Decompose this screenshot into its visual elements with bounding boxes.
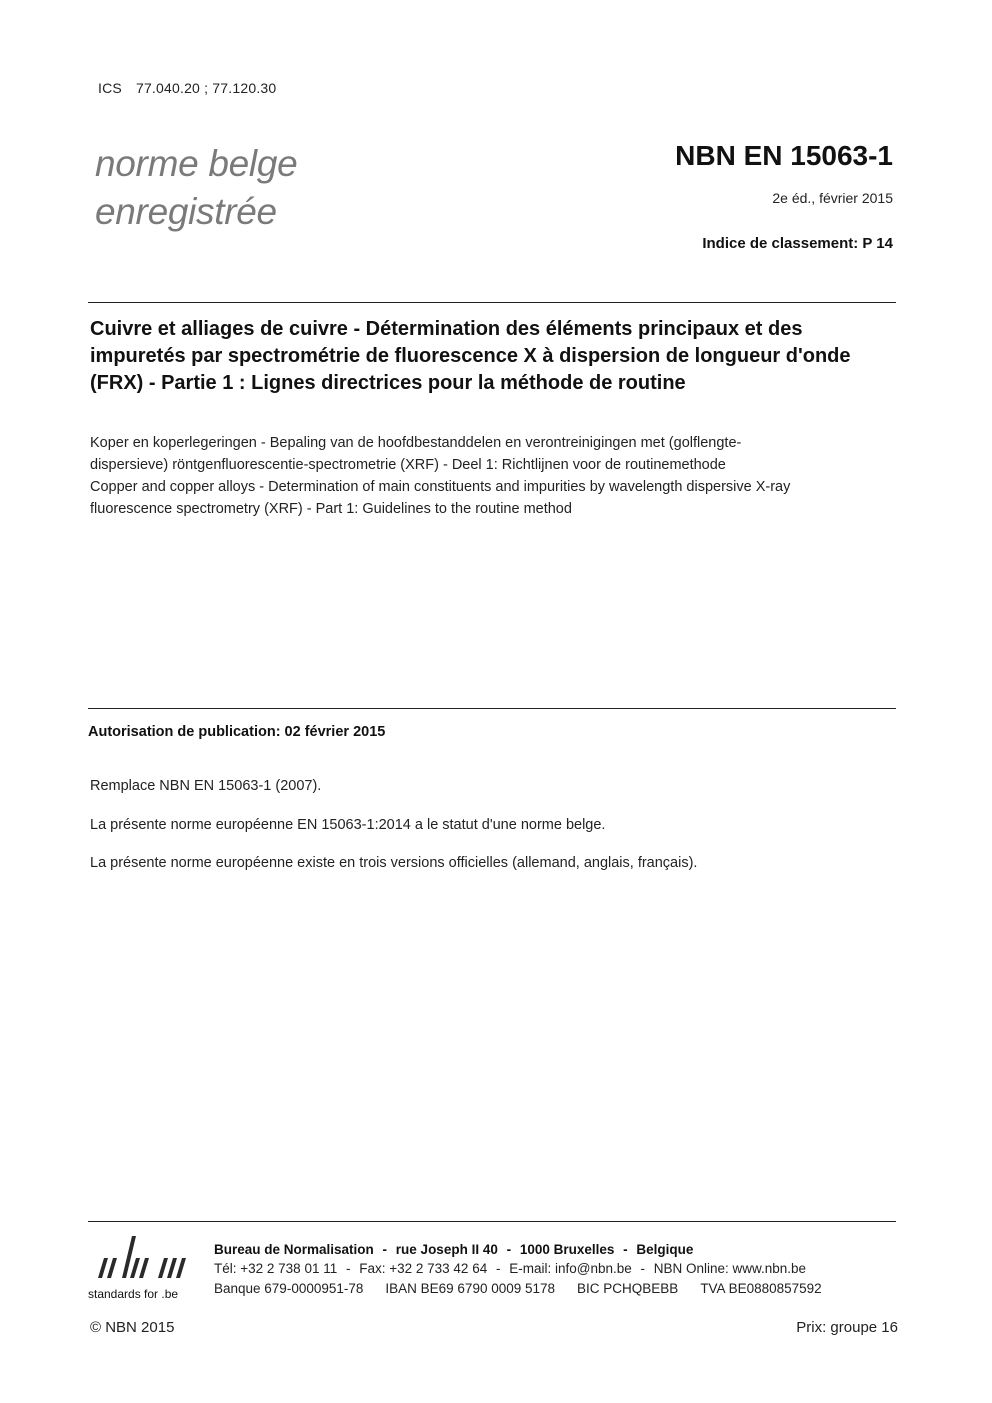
bank-vat: TVA BE0880857592 (700, 1281, 822, 1296)
copyright: © NBN 2015 (90, 1319, 175, 1336)
footer-bank (214, 1281, 822, 1296)
standard-number: NBN EN 15063-1 (675, 140, 893, 171)
replaces-note: Remplace NBN EN 15063-1 (2007). (90, 778, 322, 794)
ics-codes: 77.040.20 ; 77.120.30 (135, 80, 277, 96)
title-english (90, 476, 900, 520)
classification-index: Indice de classement: P 14 (702, 235, 893, 252)
title-english-line-2: fluorescence spectrometry (XRF) - Part 1: Guidelines to the routine method (90, 501, 572, 517)
address-city: 1000 Bruxelles (519, 1242, 615, 1257)
footer-contact: Tél: +32 2 738 01 11 - Fax: +32 2 733 42 64 - E-mail: info@nbn.be - NBN Online: www.nbn.be (214, 1261, 807, 1276)
versions-note: La présente norme européenne existe en trois versions officielles (allemand, anglais, français). (90, 855, 698, 871)
contact-phone: Tél: +32 2 738 01 11 (214, 1261, 338, 1276)
address-org: Bureau de Normalisation (214, 1242, 374, 1257)
ics-label: ICS (98, 80, 122, 96)
title-english-line-1: Copper and copper alloys - Determination of main constituents and impurities by wavelength dispersive X-ray (90, 479, 791, 495)
status-note: La présente norme européenne EN 15063-1:2014 a le statut d'une norme belge. (90, 817, 606, 833)
logo-caption: standards for .be (88, 1287, 179, 1301)
contact-fax: Fax: +32 2 733 42 64 (359, 1261, 488, 1276)
publication-authorisation: Autorisation de publication: 02 février 2015 (88, 724, 386, 740)
contact-website[interactable]: NBN Online: www.nbn.be (653, 1261, 807, 1276)
bank-bic: BIC PCHQBEBB (577, 1281, 679, 1296)
footer-address: Bureau de Normalisation - rue Joseph II 40 - 1000 Bruxelles - Belgique (214, 1242, 694, 1257)
divider-footer (88, 1221, 896, 1222)
bank-iban: IBAN BE69 6790 0009 5178 (385, 1281, 556, 1296)
ics-code-line (98, 80, 276, 96)
bank-account: Banque 679-0000951-78 (214, 1281, 364, 1296)
title-dutch-line-1: Koper en koperlegeringen - Bepaling van de hoofdbestanddelen en verontreinigingen met (golflengte- (90, 435, 742, 451)
title-dutch (90, 432, 900, 476)
contact-email[interactable]: E-mail: info@nbn.be (509, 1261, 632, 1276)
brand-title (95, 140, 297, 236)
title-dutch-line-2: dispersieve) röntgenfluorescentie-spectrometrie (XRF) - Deel 1: Richtlijnen voor de routinemethode (90, 457, 726, 473)
address-country: Belgique (636, 1242, 694, 1257)
divider-middle (88, 708, 896, 709)
brand-line-2: enregistrée (95, 191, 277, 232)
divider-top (88, 302, 896, 303)
edition-date: 2e éd., février 2015 (772, 190, 893, 206)
title-french: Cuivre et alliages de cuivre - Détermination des éléments principaux et des impuretés par spectrométrie de fluorescence X à dispersion de longueur d'onde (FRX) - Partie 1 : Lignes directrices pour la méthode de routine (90, 318, 851, 394)
brand-line-1: norme belge (95, 143, 298, 184)
price-group: Prix: groupe 16 (796, 1319, 898, 1336)
address-street: rue Joseph II 40 (395, 1242, 498, 1257)
